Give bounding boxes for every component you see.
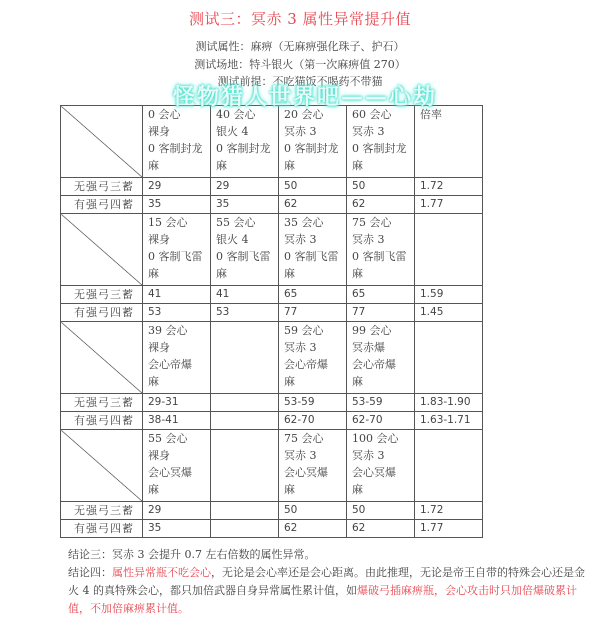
value-cell: 1.72 [415,178,483,196]
header-line: 40 会心 [216,108,256,121]
column-header-cell [143,430,211,502]
value-cell [211,412,279,430]
header-line: 35 会心 [284,216,324,229]
column-header-cell [347,430,415,502]
table-row [61,520,483,538]
header-line: 银火 4 [216,125,249,138]
header-line: 75 会心 [284,432,324,445]
header-line: 倍率 [420,108,442,121]
column-header-cell [347,214,415,286]
column-header-cell [415,214,483,286]
header-line: 麻 [284,483,295,496]
header-line: 冥赤 3 [352,449,385,462]
header-line: 55 会心 [216,216,256,229]
column-header-cell [143,214,211,286]
header-line: 0 客制飞雷 [148,250,203,263]
value-cell: 62-70 [347,412,415,430]
value-cell: 50 [279,178,347,196]
value-cell: 1.45 [415,304,483,322]
test-venue: 测试场地：特斗银火（第一次麻痹值 270） [194,58,406,71]
value-cell: 53 [211,304,279,322]
row-label: 无强弓三蓄 [61,178,143,196]
column-header-cell [415,430,483,502]
value-cell: 1.83-1.90 [415,394,483,412]
header-line: 会心帝爆 [148,358,192,371]
header-line: 0 客制封龙 [284,142,339,155]
value-cell: 62 [347,196,415,214]
table-row [61,178,483,196]
header-row [61,322,483,394]
header-line: 39 会心 [148,324,188,337]
header-line: 麻 [148,483,159,496]
row-label: 无强弓三蓄 [61,502,143,520]
header-row [61,214,483,286]
table-row [61,286,483,304]
conclusion-4-highlight-2: 爆破弓插麻痹瓶，会心攻击时只加倍爆破累计值，不加倍麻痹累计值 [68,584,577,615]
header-line: 0 客制封龙 [216,142,271,155]
header-line: 会心冥爆 [148,466,192,479]
value-cell: 1.59 [415,286,483,304]
header-line: 0 客制飞雷 [284,250,339,263]
table-row [61,196,483,214]
header-line: 麻 [284,159,295,172]
header-line: 冥赤 3 [284,125,317,138]
table-row [61,394,483,412]
column-header-cell [415,322,483,394]
value-cell: 29 [211,178,279,196]
header-line: 20 会心 [284,108,324,121]
value-cell: 53-59 [279,394,347,412]
row-label: 无强弓三蓄 [61,286,143,304]
header-line: 裸身 [148,125,170,138]
value-cell: 62-70 [279,412,347,430]
results-table [60,105,483,538]
value-cell: 62 [279,196,347,214]
conclusion-4-label: 结论四： [68,566,112,579]
header-line: 会心帝爆 [284,358,328,371]
column-header-cell [415,106,483,178]
page-title: 测试三：冥赤 3 属性异常提升值 [188,10,412,28]
value-cell: 35 [143,520,211,538]
header-row [61,430,483,502]
test-premise: 测试前提：不吃猫饭不喝药不带猫 [217,75,383,88]
column-header-cell [211,430,279,502]
value-cell [211,394,279,412]
header-row [61,106,483,178]
column-header-cell [279,430,347,502]
value-cell: 1.63-1.71 [415,412,483,430]
row-label: 有强弓四蓄 [61,196,143,214]
column-header-cell [211,322,279,394]
header-line: 麻 [352,483,363,496]
column-header-cell [347,322,415,394]
header-line: 55 会心 [148,432,188,445]
value-cell [211,502,279,520]
header-line: 0 客制飞雷 [352,250,407,263]
value-cell: 53-59 [347,394,415,412]
value-cell: 41 [211,286,279,304]
header-line: 0 客制封龙 [148,142,203,155]
header-line: 冥赤 3 [352,125,385,138]
value-cell: 35 [211,196,279,214]
column-header-cell [347,106,415,178]
header-line: 冥赤 3 [352,233,385,246]
diagonal-header-cell [61,322,143,394]
header-line: 银火 4 [216,233,249,246]
table-row [61,502,483,520]
header-line: 冥赤 3 [284,233,317,246]
header-line: 裸身 [148,233,170,246]
diagonal-header-cell [61,106,143,178]
row-label: 有强弓四蓄 [61,304,143,322]
header-line: 会心冥爆 [352,466,396,479]
column-header-cell [211,106,279,178]
header-line: 麻 [148,375,159,388]
header-line: 99 会心 [352,324,392,337]
value-cell: 1.72 [415,502,483,520]
diagonal-header-cell [61,214,143,286]
header-line: 100 会心 [352,432,399,445]
value-cell: 29-31 [143,394,211,412]
value-cell: 65 [347,286,415,304]
value-cell: 50 [347,502,415,520]
column-header-cell [143,106,211,178]
column-header-cell [279,214,347,286]
header-line: 麻 [216,267,227,280]
conclusion-3: 结论三：冥赤 3 会提升 0.7 左右倍数的属性异常。 [68,548,316,561]
header-line: 75 会心 [352,216,392,229]
table-row [61,304,483,322]
header-line: 麻 [216,159,227,172]
value-cell: 29 [143,178,211,196]
value-cell: 65 [279,286,347,304]
value-cell: 77 [347,304,415,322]
header-line: 麻 [148,267,159,280]
table-row [61,412,483,430]
value-cell: 62 [279,520,347,538]
conclusion-4 [68,564,588,618]
value-cell: 50 [279,502,347,520]
value-cell: 50 [347,178,415,196]
watermark: 怪物猎人世界吧——心劫 [172,85,437,110]
row-label: 有强弓四蓄 [61,520,143,538]
value-cell: 1.77 [415,520,483,538]
row-label: 有强弓四蓄 [61,412,143,430]
column-header-cell [143,322,211,394]
conclusion-4-text: ，无论是会心率还是会心距离。由此推理，无论是帝王自带的特殊会心还是金火 4 的真特殊会心，都只加倍武器自身异常属性累计值，如 [68,566,585,597]
header-line: 0 会心 [148,108,181,121]
value-cell: 29 [143,502,211,520]
test-attribute: 测试属性：麻痹（无麻痹强化珠子、护石） [195,40,405,53]
value-cell: 62 [347,520,415,538]
header-line: 59 会心 [284,324,324,337]
header-line: 麻 [352,267,363,280]
value-cell: 38-41 [143,412,211,430]
header-line: 麻 [352,375,363,388]
header-line: 裸身 [148,449,170,462]
value-cell: 41 [143,286,211,304]
value-cell: 77 [279,304,347,322]
column-header-cell [279,106,347,178]
row-label: 无强弓三蓄 [61,394,143,412]
header-line: 0 客制封龙 [352,142,407,155]
value-cell [211,520,279,538]
header-line: 60 会心 [352,108,392,121]
header-line: 冥赤爆 [352,341,385,354]
header-line: 会心帝爆 [352,358,396,371]
diagonal-header-cell [61,430,143,502]
conclusion-4-end: 。 [178,602,189,615]
column-header-cell [279,322,347,394]
header-line: 0 客制飞雷 [216,250,271,263]
header-line: 麻 [352,159,363,172]
header-line: 麻 [148,159,159,172]
column-header-cell [211,214,279,286]
value-cell: 35 [143,196,211,214]
header-line: 15 会心 [148,216,188,229]
value-cell: 1.77 [415,196,483,214]
conclusion-4-highlight-1: 属性异常瓶不吃会心 [112,566,211,579]
header-line: 冥赤 3 [284,449,317,462]
header-line: 麻 [284,267,295,280]
header-line: 麻 [284,375,295,388]
header-line: 裸身 [148,341,170,354]
value-cell: 53 [143,304,211,322]
header-line: 冥赤 3 [284,341,317,354]
header-line: 会心冥爆 [284,466,328,479]
